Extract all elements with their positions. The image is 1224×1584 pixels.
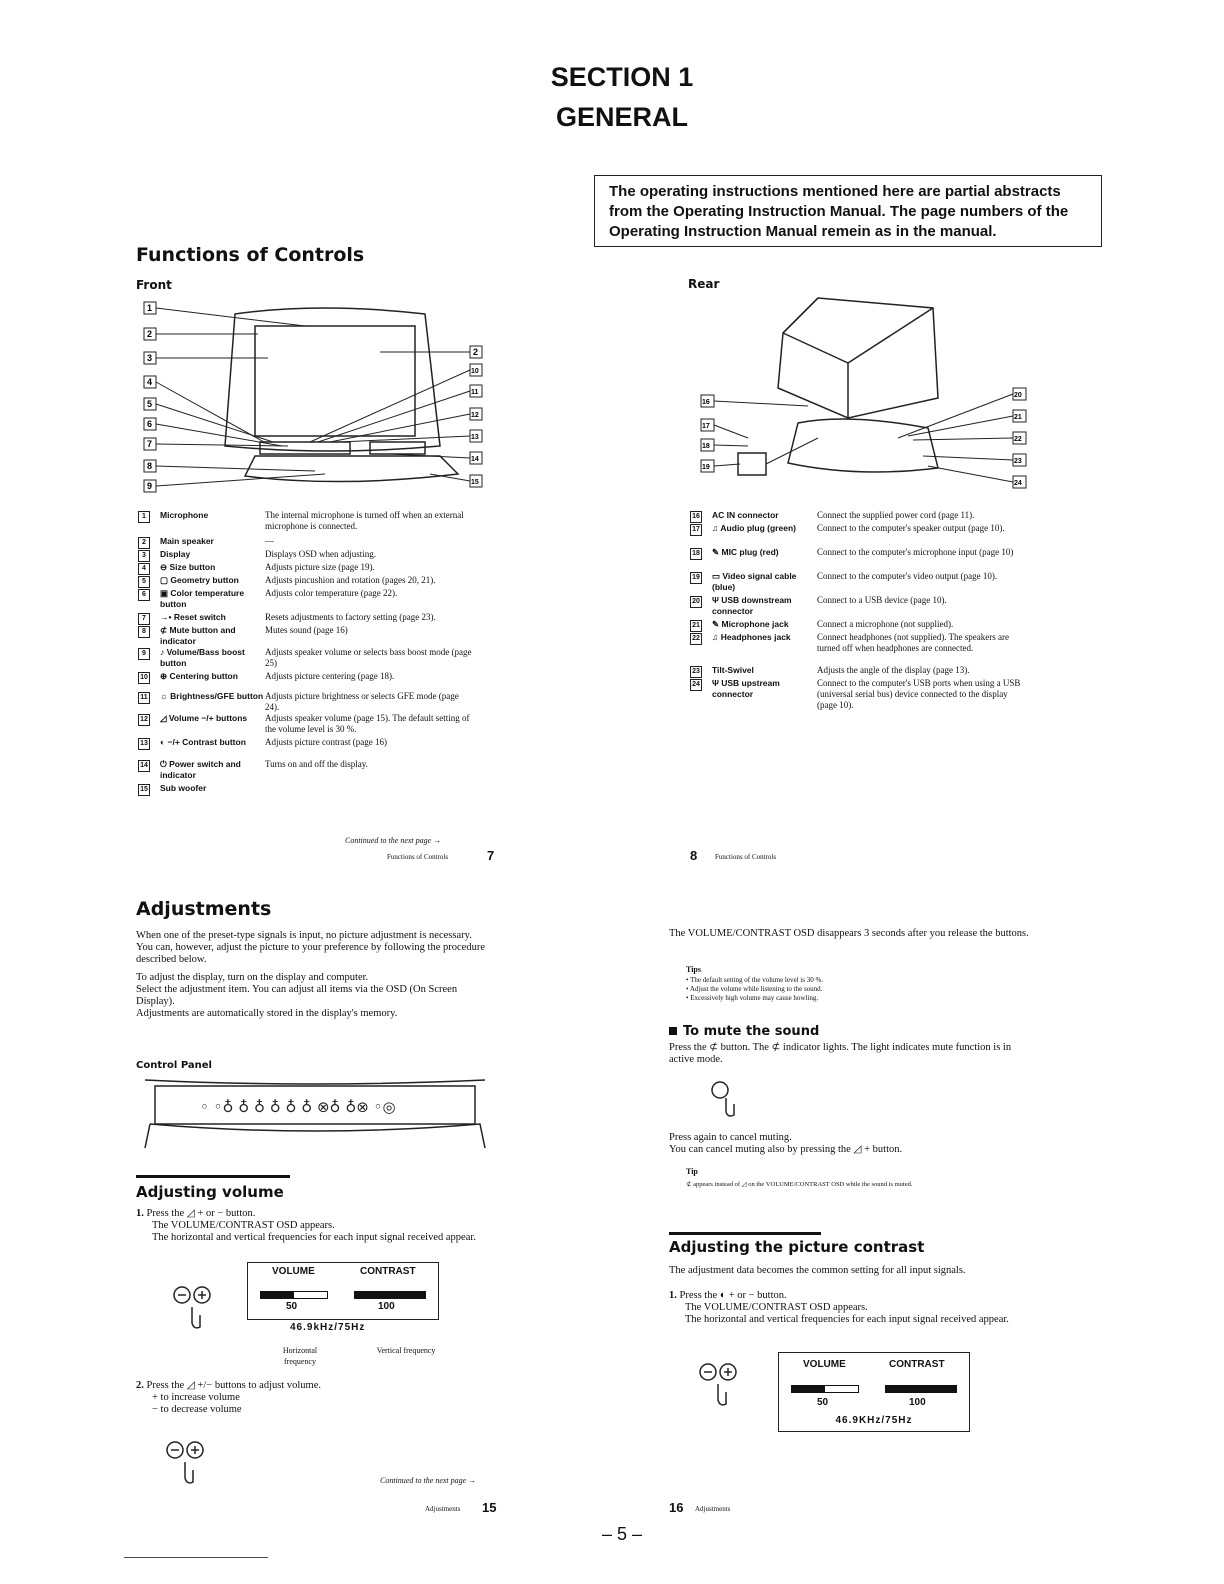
tip-label: Tip bbox=[686, 1167, 698, 1176]
osd1-h-freq-label: Horizontal frequency bbox=[282, 1346, 318, 1366]
tip-2: • Adjust the volume while listening to the sound. bbox=[686, 985, 823, 993]
control-description: Connect to the computer's USB ports when using a USB (universal serial bus) device connected to the display (page 10). bbox=[817, 678, 1021, 710]
control-number: 24 bbox=[690, 679, 702, 691]
control-name: AC IN connector bbox=[712, 510, 779, 520]
page-number: – 5 – bbox=[601, 1524, 643, 1544]
svg-text:21: 21 bbox=[1014, 414, 1022, 421]
con-step-1-text: Press the ◐ + or − button. bbox=[679, 1290, 787, 1301]
control-number: 12 bbox=[138, 714, 150, 726]
osd2-volume-fill bbox=[792, 1386, 825, 1392]
osd2-volume-bar bbox=[791, 1385, 859, 1393]
control-row bbox=[690, 510, 1027, 523]
svg-text:2: 2 bbox=[147, 329, 153, 339]
control-number: 20 bbox=[690, 596, 702, 608]
continued-note-1: Continued to the next page → bbox=[345, 836, 442, 845]
control-name: ✎ Microphone jack bbox=[712, 619, 789, 629]
vol-step-1-text: Press the ◿ + or − button. bbox=[146, 1208, 256, 1219]
vol-step-1: 1. Press the ◿ + or − button. bbox=[136, 1208, 256, 1219]
control-number: 14 bbox=[138, 760, 150, 772]
svg-text:11: 11 bbox=[471, 389, 479, 396]
osd1-frequency: 46.9kHz/75Hz bbox=[290, 1322, 366, 1333]
control-description: Adjusts color temperature (page 22). bbox=[265, 588, 398, 598]
osd2-contrast-value: 100 bbox=[909, 1397, 926, 1408]
control-description: Connect to the computer's speaker output (page 10). bbox=[817, 523, 1005, 533]
control-description: Connect headphones (not supplied). The speakers are turned off when headphones are connected. bbox=[817, 632, 1010, 653]
control-description: Connect to the computer's video output (page 10). bbox=[817, 571, 998, 581]
adjustments-title: Adjustments bbox=[136, 898, 272, 920]
vol-step-2: 2. Press the ◿ +/− buttons to adjust volume. bbox=[136, 1380, 321, 1391]
control-row bbox=[138, 549, 475, 562]
control-description: Connect to the computer's microphone input (page 10) bbox=[817, 547, 1014, 557]
control-row bbox=[138, 612, 475, 625]
control-row bbox=[138, 562, 475, 575]
control-row bbox=[690, 632, 1027, 654]
svg-text:◦ ◦♁ ♁ ♁ ♁ ♁ ♁ ⊗♁ ♁⊗ ◦◎: ◦ ◦♁ ♁ ♁ ♁ ♁ ♁ ⊗♁ ♁⊗ ◦◎ bbox=[200, 1098, 396, 1116]
section-title: GENERAL bbox=[555, 102, 688, 132]
control-description: Adjusts picture brightness or selects GFE mode (page 24). bbox=[265, 691, 459, 712]
svg-text:1: 1 bbox=[147, 303, 153, 313]
control-row bbox=[690, 595, 1027, 617]
vol-button-icon bbox=[172, 1275, 216, 1335]
control-number: 19 bbox=[690, 572, 702, 584]
control-number: 9 bbox=[138, 648, 150, 660]
mute-title-text: To mute the sound bbox=[683, 1024, 820, 1039]
control-row bbox=[690, 523, 1027, 536]
control-description: Displays OSD when adjusting. bbox=[265, 549, 376, 559]
contrast-intro: The adjustment data becomes the common setting for all input signals. bbox=[669, 1265, 966, 1276]
control-row bbox=[138, 588, 475, 610]
osd1-volume-value: 50 bbox=[286, 1301, 298, 1312]
control-number: 10 bbox=[138, 672, 150, 684]
notice-box: The operating instructions mentioned here are partial abstracts from the Operating Instruction Manual. The page numbers of the Operating Instruction Manual remein as in the manual. bbox=[594, 175, 1102, 247]
control-number: 13 bbox=[138, 738, 150, 750]
svg-text:4: 4 bbox=[147, 377, 153, 387]
osd2-contrast-fill bbox=[886, 1386, 956, 1392]
tip-3: • Excessively high volume may cause howling. bbox=[686, 994, 819, 1002]
control-row bbox=[138, 691, 475, 713]
osd2-volume-value: 50 bbox=[817, 1397, 829, 1408]
osd2-contrast-bar bbox=[885, 1385, 957, 1393]
con-step-1b: The VOLUME/CONTRAST OSD appears. bbox=[685, 1302, 868, 1313]
control-description: Adjusts picture size (page 19). bbox=[265, 562, 375, 572]
control-number: 4 bbox=[138, 563, 150, 575]
svg-text:5: 5 bbox=[147, 399, 153, 409]
adjust-intro-5: Adjustments are automatically stored in the display's memory. bbox=[136, 1008, 398, 1019]
control-description: Turns on and off the display. bbox=[265, 759, 368, 769]
osd2-frequency: 46.9KHz/75Hz bbox=[835, 1415, 913, 1426]
control-name: ⊄ Mute button and indicator bbox=[160, 625, 236, 646]
osd1-v-freq-label: Vertical frequency bbox=[376, 1346, 436, 1355]
control-name: ▢ Geometry button bbox=[160, 575, 239, 585]
control-number: 17 bbox=[690, 524, 702, 536]
footer-right-1: Functions of Controls bbox=[715, 853, 777, 861]
control-description: Connect a microphone (not supplied). bbox=[817, 619, 954, 629]
control-row bbox=[690, 619, 1027, 632]
rear-label: Rear bbox=[688, 277, 720, 291]
mute-bullet bbox=[669, 1027, 677, 1035]
mute-title bbox=[669, 1024, 819, 1039]
front-controls-table bbox=[138, 510, 498, 830]
osd1-contrast-bar bbox=[354, 1291, 426, 1299]
svg-text:8: 8 bbox=[147, 461, 153, 471]
control-row bbox=[138, 647, 475, 669]
control-name: →• Reset switch bbox=[160, 612, 226, 622]
con-title-rule bbox=[669, 1232, 821, 1235]
control-description bbox=[265, 783, 475, 796]
control-description: Resets adjustments to factory setting (page 23). bbox=[265, 612, 436, 622]
con-step-1c: The horizontal and vertical frequencies for each input signal received appear. bbox=[685, 1314, 1009, 1325]
con-step-1: 1. Press the ◐ + or − button. bbox=[669, 1290, 787, 1301]
vol-step-2-text: Press the ◿ +/− buttons to adjust volume. bbox=[146, 1380, 321, 1391]
page-16: 16 bbox=[669, 1500, 684, 1515]
adjust-intro-1: When one of the preset-type signals is input, no picture adjustment is necessary. bbox=[136, 930, 472, 941]
control-name: Ψ USB upstream connector bbox=[712, 678, 780, 699]
control-number: 6 bbox=[138, 589, 150, 601]
svg-text:18: 18 bbox=[702, 443, 710, 450]
front-label: Front bbox=[136, 278, 172, 292]
svg-text:3: 3 bbox=[147, 353, 153, 363]
footer-left-2: Adjustments bbox=[425, 1505, 461, 1513]
adjust-intro bbox=[136, 930, 491, 1020]
osd1-volume-label: VOLUME bbox=[272, 1266, 315, 1277]
functions-title: Functions of Controls bbox=[136, 244, 365, 266]
control-panel-diagram bbox=[140, 1078, 490, 1158]
section-number: SECTION 1 bbox=[550, 62, 694, 92]
svg-text:16: 16 bbox=[702, 399, 710, 406]
control-row bbox=[138, 575, 475, 588]
svg-text:15: 15 bbox=[471, 479, 479, 486]
vol-step-2b: − to decrease volume bbox=[152, 1404, 242, 1415]
control-name: ⊕ Centering button bbox=[160, 671, 238, 681]
mute-text: Press the ⊄ button. The ⊄ indicator lights. The light indicates mute function is in active mode. bbox=[669, 1042, 1012, 1065]
control-description: The internal microphone is turned off when an external microphone is connected. bbox=[265, 510, 464, 531]
svg-text:20: 20 bbox=[1014, 392, 1022, 399]
page-7: 7 bbox=[487, 848, 495, 863]
osd-volume-contrast-2 bbox=[778, 1352, 970, 1432]
page-15: 15 bbox=[482, 1500, 497, 1515]
control-number: 23 bbox=[690, 666, 702, 678]
control-row bbox=[138, 510, 475, 532]
control-panel-label: Control Panel bbox=[136, 1060, 212, 1071]
osd-volume-contrast-1 bbox=[247, 1262, 439, 1320]
svg-text:12: 12 bbox=[471, 412, 479, 419]
mute-text-2: Press again to cancel muting. bbox=[669, 1132, 792, 1143]
vol-title: Adjusting volume bbox=[136, 1183, 284, 1201]
continued-note-2: Continued to the next page → bbox=[380, 1476, 477, 1485]
control-row bbox=[690, 678, 1027, 711]
control-name: ◿ Volume −/+ buttons bbox=[160, 713, 248, 723]
adjust-intro-2: You can, however, adjust the picture to your preference by following the procedure described below. bbox=[136, 942, 485, 965]
control-name: ♫ Audio plug (green) bbox=[712, 523, 796, 533]
svg-text:23: 23 bbox=[1014, 458, 1022, 465]
rear-monitor-diagram bbox=[698, 288, 1033, 493]
page-8: 8 bbox=[690, 848, 698, 863]
svg-text:9: 9 bbox=[147, 481, 153, 491]
control-number: 7 bbox=[138, 613, 150, 625]
control-name: Sub woofer bbox=[160, 783, 207, 793]
control-description: Adjusts the angle of the display (page 13). bbox=[817, 665, 970, 675]
control-description: — bbox=[265, 536, 274, 546]
vol-button-icon-2 bbox=[165, 1430, 209, 1490]
control-name: ▭ Video signal cable (blue) bbox=[712, 571, 797, 592]
mute-text-3: You can cancel muting also by pressing the ◿ + button. bbox=[669, 1144, 903, 1155]
control-row bbox=[138, 536, 475, 549]
control-description: Adjusts speaker volume (page 15). The default setting of the volume level is 30 %. bbox=[265, 713, 470, 734]
svg-text:6: 6 bbox=[147, 419, 153, 429]
front-monitor-diagram bbox=[140, 296, 490, 501]
control-description: Adjusts picture contrast (page 16) bbox=[265, 737, 387, 747]
control-name: ⏻ Power switch and indicator bbox=[160, 759, 241, 780]
svg-text:24: 24 bbox=[1014, 480, 1022, 487]
control-row bbox=[138, 737, 475, 750]
control-number: 15 bbox=[138, 784, 150, 796]
control-row bbox=[690, 571, 1027, 593]
osd1-contrast-value: 100 bbox=[378, 1301, 395, 1312]
svg-text:14: 14 bbox=[471, 456, 479, 463]
control-name: ♫ Headphones jack bbox=[712, 632, 791, 642]
control-name: ♪ Volume/Bass boost button bbox=[160, 647, 245, 668]
osd1-volume-fill bbox=[261, 1292, 294, 1298]
adjust-intro-3: To adjust the display, turn on the display and computer. bbox=[136, 972, 369, 983]
control-name: ☼ Brightness/GFE button bbox=[160, 691, 264, 701]
control-description: Connect to a USB device (page 10). bbox=[817, 595, 947, 605]
control-description: Adjusts pincushion and rotation (pages 20, 21). bbox=[265, 575, 436, 585]
vol-step-1b: The VOLUME/CONTRAST OSD appears. bbox=[152, 1220, 335, 1231]
osd2-volume-label: VOLUME bbox=[803, 1359, 846, 1370]
control-description: Adjusts speaker volume or selects bass boost mode (page 25) bbox=[265, 647, 472, 668]
control-row bbox=[138, 759, 475, 781]
tips-label: Tips bbox=[686, 965, 701, 974]
rear-controls-table bbox=[690, 510, 1050, 730]
control-number: 18 bbox=[690, 548, 702, 560]
control-row bbox=[138, 671, 475, 684]
footer-right-2: Adjustments bbox=[695, 1505, 731, 1513]
contrast-title: Adjusting the picture contrast bbox=[669, 1238, 925, 1256]
svg-text:17: 17 bbox=[702, 423, 710, 430]
svg-text:13: 13 bbox=[471, 434, 479, 441]
control-row bbox=[690, 665, 1027, 678]
control-description: Adjusts picture centering (page 18). bbox=[265, 671, 395, 681]
footer-left-1: Functions of Controls bbox=[387, 853, 449, 861]
tip-mute: ⊄ appears instead of ◿ on the VOLUME/CONTRAST OSD while the sound is muted. bbox=[686, 1181, 913, 1188]
control-number: 22 bbox=[690, 633, 702, 645]
control-row bbox=[138, 783, 475, 796]
adjust-intro-4: Select the adjustment item. You can adjust all items via the OSD (On Screen Display). bbox=[136, 984, 458, 1007]
control-name: ⊖ Size button bbox=[160, 562, 216, 572]
control-number: 1 bbox=[138, 511, 150, 523]
control-number: 5 bbox=[138, 576, 150, 588]
svg-text:22: 22 bbox=[1014, 436, 1022, 443]
control-number: 8 bbox=[138, 626, 150, 638]
control-number: 2 bbox=[138, 537, 150, 549]
control-row bbox=[138, 713, 475, 735]
svg-text:2: 2 bbox=[473, 347, 479, 357]
control-row bbox=[690, 547, 1027, 560]
osd1-contrast-fill bbox=[355, 1292, 425, 1298]
control-number: 16 bbox=[690, 511, 702, 523]
svg-text:19: 19 bbox=[702, 464, 710, 471]
osd1-volume-bar bbox=[260, 1291, 328, 1299]
control-row bbox=[138, 625, 475, 647]
footnote-rule bbox=[124, 1557, 268, 1558]
control-name: ▣ Color temperature button bbox=[160, 588, 245, 609]
control-description: Mutes sound (page 16) bbox=[265, 625, 348, 635]
control-name: Microphone bbox=[160, 510, 209, 520]
vol-step-2a: + to increase volume bbox=[152, 1392, 240, 1403]
control-name: Tilt-Swivel bbox=[712, 665, 754, 675]
contrast-button-icon bbox=[698, 1352, 742, 1412]
control-number: 3 bbox=[138, 550, 150, 562]
control-name: ✎ MIC plug (red) bbox=[712, 547, 779, 557]
vol-step-1c: The horizontal and vertical frequencies for each input signal received appear. bbox=[152, 1232, 476, 1243]
osd1-contrast-label: CONTRAST bbox=[360, 1266, 416, 1277]
vol-title-rule bbox=[136, 1175, 290, 1178]
mute-button-icon bbox=[704, 1072, 748, 1122]
control-name: ◐ −/+ Contrast button bbox=[160, 737, 246, 747]
svg-text:10: 10 bbox=[471, 368, 479, 375]
control-number: 21 bbox=[690, 620, 702, 632]
control-description: Connect the supplied power cord (page 11). bbox=[817, 510, 975, 520]
svg-text:7: 7 bbox=[147, 439, 153, 449]
control-name: Main speaker bbox=[160, 536, 214, 546]
control-number: 11 bbox=[138, 692, 150, 704]
control-name: Ψ USB downstream connector bbox=[712, 595, 792, 616]
osd2-contrast-label: CONTRAST bbox=[889, 1359, 945, 1370]
osd-disappear-text: The VOLUME/CONTRAST OSD disappears 3 seconds after you release the buttons. bbox=[669, 928, 1029, 939]
tip-1: • The default setting of the volume level is 30 %. bbox=[686, 976, 824, 984]
control-name: Display bbox=[160, 549, 191, 559]
